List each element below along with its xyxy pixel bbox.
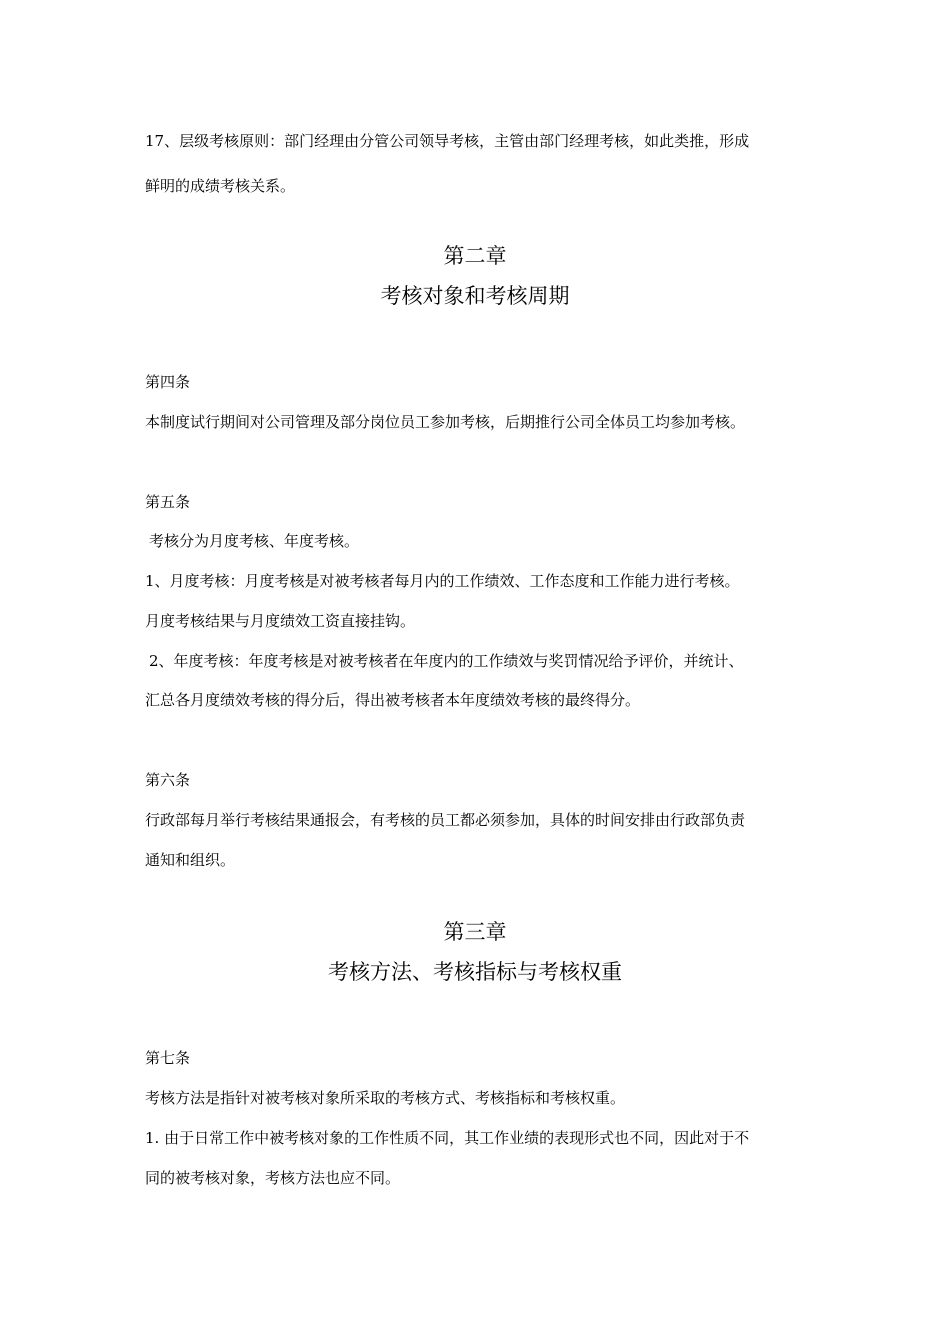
chapter-3-number: 第三章: [443, 920, 507, 944]
article-4-heading: 第四条: [145, 373, 191, 391]
article-6-heading: 第六条: [145, 771, 191, 789]
chapter-2-title: 考核对象和考核周期: [380, 284, 570, 308]
article-5-item-1-line-1: 1、月度考核：月度考核是对被考核者每月内的工作绩效、工作态度和工作能力进行考核。: [145, 572, 740, 590]
article-6-line-2: 通知和组织。: [145, 851, 236, 869]
article-4-line-1: 本制度试行期间对公司管理及部分岗位员工参加考核，后期推行公司全体员工均参加考核。: [145, 413, 746, 431]
article-7-line-1: 考核方法是指针对被考核对象所采取的考核方式、考核指标和考核权重。: [145, 1089, 626, 1107]
article-5-item-2-line-1: 2、年度考核：年度考核是对被考核者在年度内的工作绩效与奖罚情况给予评价，并统计、: [149, 652, 744, 670]
article-5-line-1: 考核分为月度考核、年度考核。: [149, 532, 360, 550]
article-7-item-1-line-2: 同的被考核对象，考核方法也应不同。: [145, 1169, 401, 1187]
chapter-3-title: 考核方法、考核指标与考核权重: [328, 960, 622, 984]
article-5-item-2-line-2: 汇总各月度绩效考核的得分后，得出被考核者本年度绩效考核的最终得分。: [145, 691, 641, 709]
article-17-line-1: 17、层级考核原则：部门经理由分管公司领导考核，主管由部门经理考核，如此类推，形成: [145, 132, 750, 150]
article-7-item-1-line-1: 1. 由于日常工作中被考核对象的工作性质不同，其工作业绩的表现形式也不同，因此对于不: [145, 1129, 750, 1147]
chapter-2-number: 第二章: [443, 244, 507, 268]
article-7-heading: 第七条: [145, 1049, 191, 1067]
article-5-item-1-line-2: 月度考核结果与月度绩效工资直接挂钩。: [145, 612, 416, 630]
article-6-line-1: 行政部每月举行考核结果通报会，有考核的员工都必须参加，具体的时间安排由行政部负责: [145, 811, 746, 829]
article-5-heading: 第五条: [145, 493, 191, 511]
article-17-line-2: 鲜明的成绩考核关系。: [145, 177, 296, 195]
